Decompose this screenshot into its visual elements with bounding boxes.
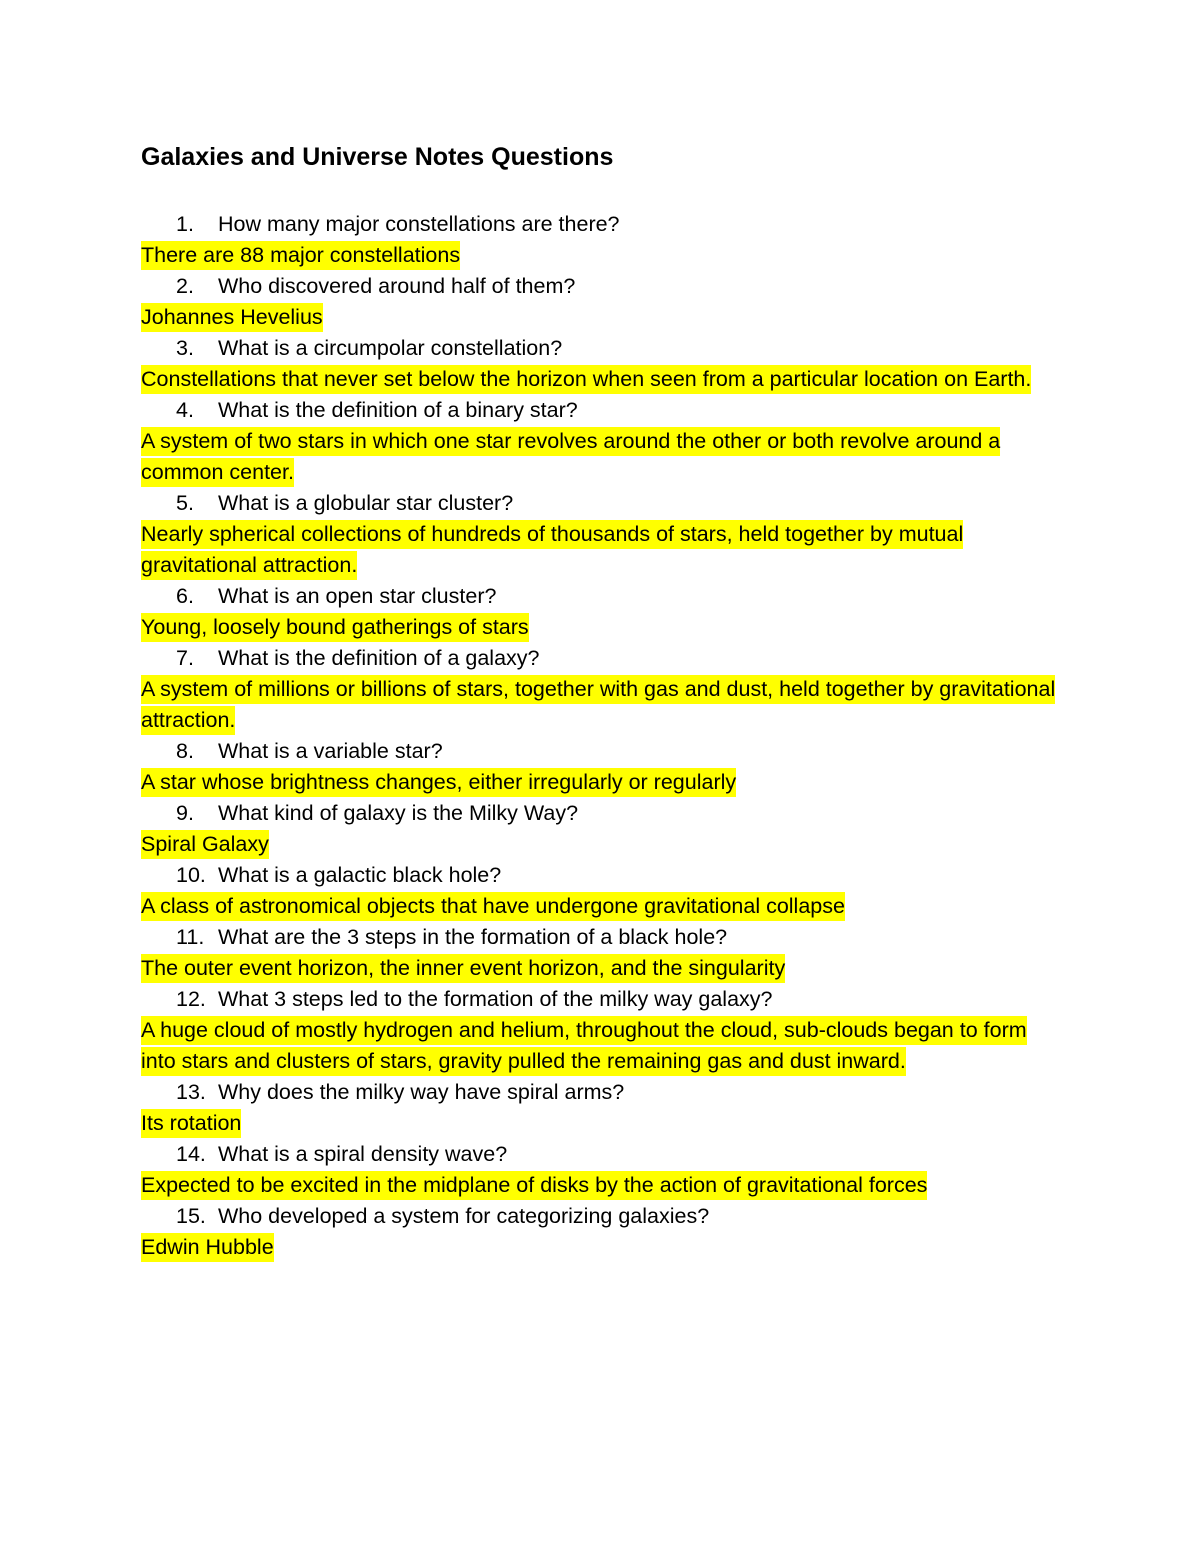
highlighted-answer-text: Expected to be excited in the midplane of disks by the action of gravitational forces [141, 1171, 927, 1200]
question-number [141, 209, 218, 240]
highlighted-answer-text: A class of astronomical objects that have undergone gravitational collapse [141, 892, 845, 921]
answer-item [141, 891, 1061, 922]
question-number-label: 12. [176, 987, 206, 1011]
question-item [141, 581, 1071, 612]
highlighted-answer-text: A huge cloud of mostly hydrogen and helium, throughout the cloud, sub-clouds began to form into stars and clusters of stars, gravity pulled the remaining gas and dust inward. [141, 1016, 1027, 1076]
question-text: What is the definition of a binary star? [218, 398, 578, 422]
answer-item [141, 1108, 1061, 1139]
question-item [141, 488, 1071, 519]
document-title: Galaxies and Universe Notes Questions [141, 143, 614, 171]
answer-item [141, 364, 1061, 395]
question-number-label: 6. [176, 584, 194, 608]
highlighted-answer-text: Edwin Hubble [141, 1233, 274, 1262]
question-text: What is a galactic black hole? [218, 863, 502, 887]
question-item [141, 271, 1071, 302]
question-number [141, 1139, 218, 1170]
question-text: What is a spiral density wave? [218, 1142, 508, 1166]
highlighted-answer-text: Young, loosely bound gatherings of stars [141, 613, 529, 642]
answer-item [141, 1170, 1061, 1201]
question-number-label: 1. [176, 212, 194, 236]
question-number-label: 5. [176, 491, 194, 515]
question-item [141, 333, 1071, 364]
question-number [141, 1201, 218, 1232]
question-number [141, 984, 218, 1015]
question-text: What is a circumpolar constellation? [218, 336, 563, 360]
question-item [141, 395, 1071, 426]
question-number [141, 395, 218, 426]
question-answer-list [141, 209, 1071, 1263]
question-item [141, 1077, 1071, 1108]
answer-item [141, 302, 1061, 333]
question-number-label: 11. [176, 925, 205, 949]
answer-item [141, 829, 1061, 860]
question-item [141, 984, 1071, 1015]
question-number-label: 14. [176, 1142, 206, 1166]
answer-item [141, 426, 1061, 488]
answer-item [141, 674, 1061, 736]
document-page [141, 138, 1071, 1263]
answer-item [141, 767, 1061, 798]
question-number [141, 860, 218, 891]
question-text: What is a globular star cluster? [218, 491, 514, 515]
question-number-label: 4. [176, 398, 194, 422]
question-number-label: 3. [176, 336, 194, 360]
highlighted-answer-text: A system of two stars in which one star revolves around the other or both revolve around a common center. [141, 427, 1000, 487]
question-number [141, 488, 218, 519]
highlighted-answer-text: There are 88 major constellations [141, 241, 460, 270]
highlighted-answer-text: Its rotation [141, 1109, 241, 1138]
question-number [141, 581, 218, 612]
question-text: Who developed a system for categorizing galaxies? [218, 1204, 710, 1228]
question-text: How many major constellations are there? [218, 212, 620, 236]
question-number [141, 922, 218, 953]
question-text: What is the definition of a galaxy? [218, 646, 540, 670]
highlighted-answer-text: A system of millions or billions of stars, together with gas and dust, held together by gravitational attraction. [141, 675, 1055, 735]
question-text: What are the 3 steps in the formation of a black hole? [218, 925, 728, 949]
question-number [141, 798, 218, 829]
question-number [141, 736, 218, 767]
highlighted-answer-text: A star whose brightness changes, either irregularly or regularly [141, 768, 736, 797]
question-number [141, 643, 218, 674]
answer-item [141, 953, 1061, 984]
question-number-label: 10. [176, 863, 206, 887]
question-text: What is a variable star? [218, 739, 443, 763]
answer-item [141, 1232, 1061, 1263]
highlighted-answer-text: Johannes Hevelius [141, 303, 323, 332]
question-item [141, 736, 1071, 767]
question-number-label: 13. [176, 1080, 206, 1104]
question-number-label: 2. [176, 274, 194, 298]
question-item [141, 1139, 1071, 1170]
question-text: What kind of galaxy is the Milky Way? [218, 801, 579, 825]
question-item [141, 643, 1071, 674]
question-number-label: 15. [176, 1204, 206, 1228]
answer-item [141, 1015, 1061, 1077]
question-text: What 3 steps led to the formation of the milky way galaxy? [218, 987, 773, 1011]
question-text: Why does the milky way have spiral arms? [218, 1080, 625, 1104]
question-item [141, 798, 1071, 829]
question-number-label: 8. [176, 739, 194, 763]
question-number-label: 9. [176, 801, 194, 825]
answer-item [141, 519, 1061, 581]
highlighted-answer-text: Constellations that never set below the horizon when seen from a particular location on Earth. [141, 365, 1031, 394]
highlighted-answer-text: Spiral Galaxy [141, 830, 269, 859]
answer-item [141, 612, 1061, 643]
question-item [141, 860, 1071, 891]
highlighted-answer-text: Nearly spherical collections of hundreds of thousands of stars, held together by mutual gravitational attraction. [141, 520, 963, 580]
answer-item [141, 240, 1061, 271]
question-text: What is an open star cluster? [218, 584, 497, 608]
question-number [141, 333, 218, 364]
question-number [141, 1077, 218, 1108]
question-number-label: 7. [176, 646, 194, 670]
question-text: Who discovered around half of them? [218, 274, 576, 298]
question-item [141, 922, 1071, 953]
question-number [141, 271, 218, 302]
question-item [141, 1201, 1071, 1232]
question-item [141, 209, 1071, 240]
highlighted-answer-text: The outer event horizon, the inner event horizon, and the singularity [141, 954, 785, 983]
